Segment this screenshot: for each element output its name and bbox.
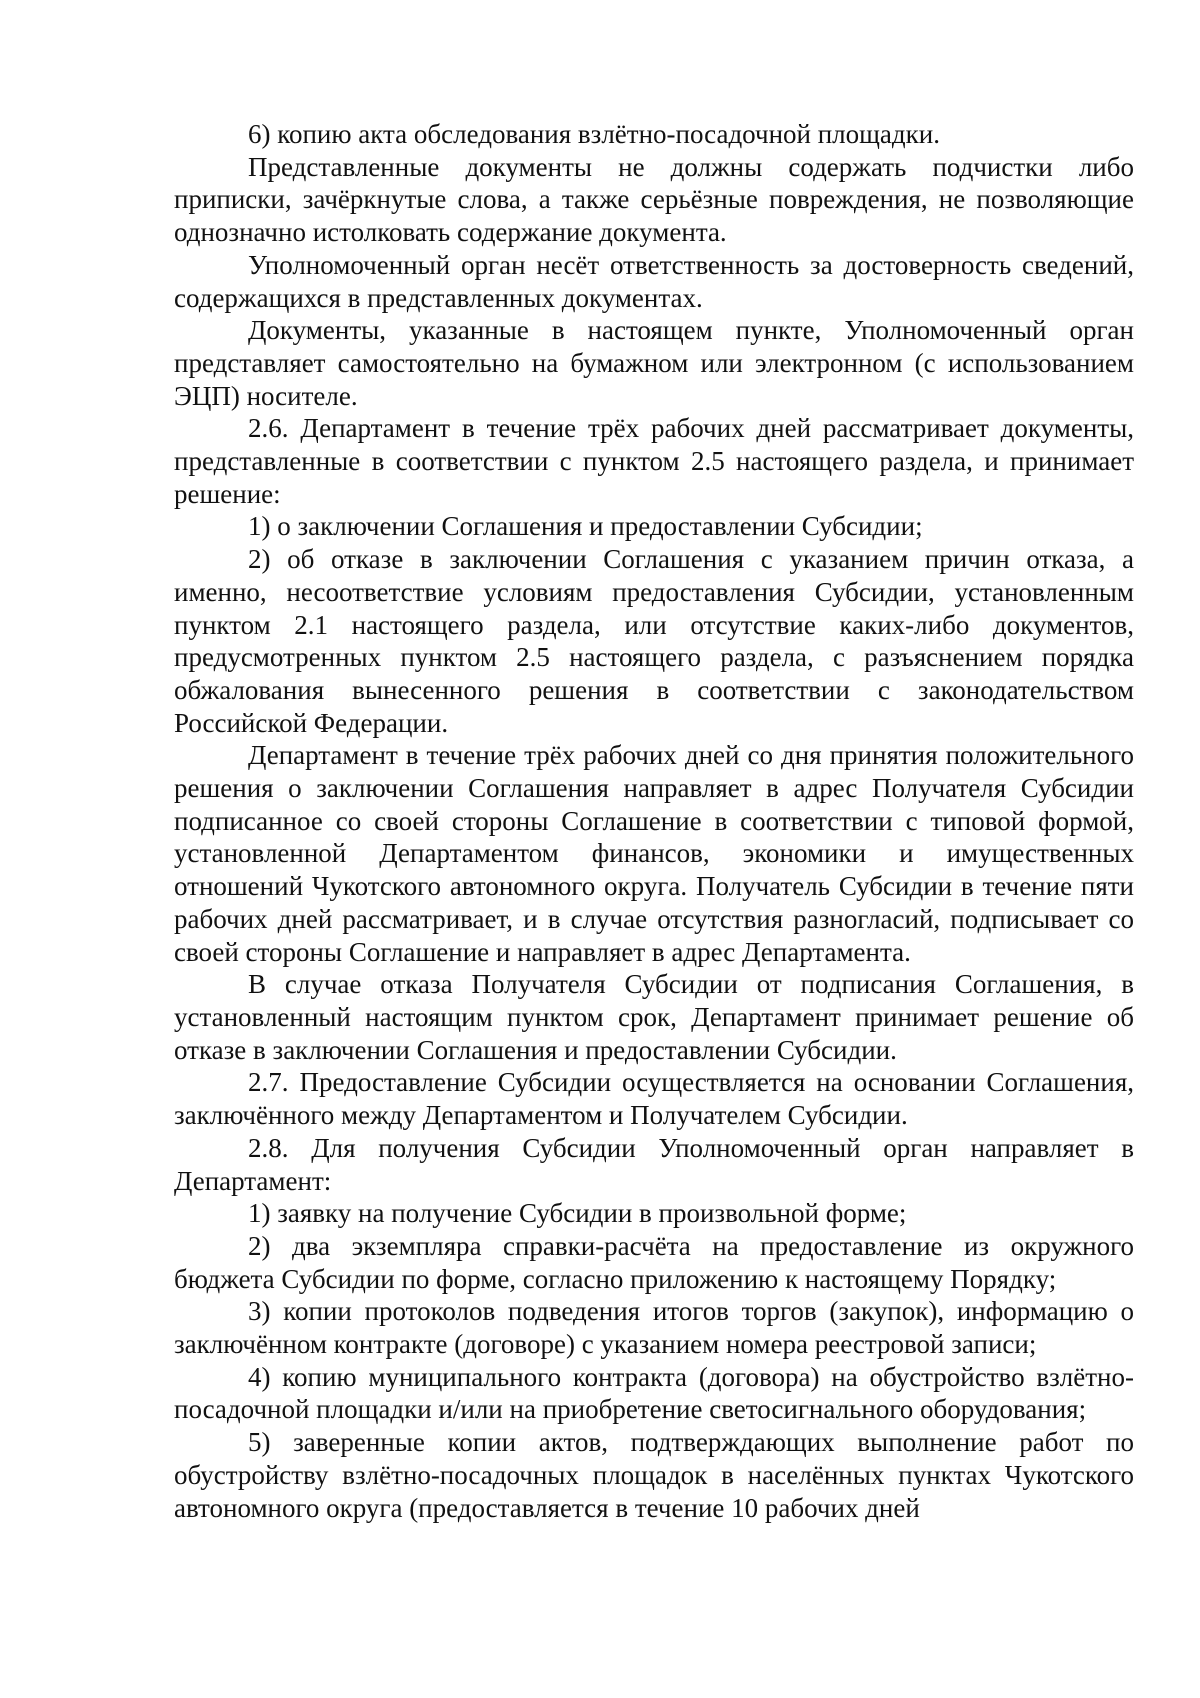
paragraph-list-item-5: 5) заверенные копии актов, подтверждающих выполнение работ по обустройству взлётно-посадочных площадок в населённых пунктах Чукотского автономного округа (предоставляется в течение 10 рабочих дней — [174, 1427, 1134, 1523]
paragraph-clause-2-7: 2.7. Предоставление Субсидии осуществляется на основании Соглашения, заключённого между Департаментом и Получателем Субсидии. — [174, 1067, 1134, 1131]
paragraph-item-6-copy-act: 6) копию акта обследования взлётно-посадочной площадки. — [248, 119, 940, 149]
paragraph-refusal-case: В случае отказа Получателя Субсидии от подписания Соглашения, в установленный настоящим пунктом срок, Департамент принимает решение об отказе в заключении Соглашения и предоставлении Субсидии. — [174, 969, 1134, 1065]
paragraph-documents-requirements: Представленные документы не должны содержать подчистки либо приписки, зачёркнутые слова, а также серьёзные повреждения, не позволяющие однозначно истолковать содержание документа. — [174, 151, 1134, 248]
paragraph-documents-submission: Документы, указанные в настоящем пункте, Уполномоченный орган представляет самостоятельно на бумажном или электронном (с использованием ЭЦП) носителе. — [174, 315, 1134, 411]
paragraph-authority-responsibility: Уполномоченный орган несёт ответственность за достоверность сведений, содержащихся в представленных документах. — [174, 249, 1134, 313]
paragraph-agreement-signing: Департамент в течение трёх рабочих дней со дня принятия положительного решения о заключении Соглашения направляет в адрес Получателя Субсидии подписанное со своей стороны Соглашение в соответствии с типовой формой, установленной Департаментом финансов, экономики и имущественных отношений Чукотского автономного округа. Получатель Субсидии в течение пяти рабочих дней рассматривает, и в случае отсутствия разногласий, подписывает со своей стороны Соглашение и направляет в адрес Департамента. — [174, 740, 1134, 967]
paragraph-clause-2-6: 2.6. Департамент в течение трёх рабочих дней рассматривает документы, представленные в соответствии с пунктом 2.5 настоящего раздела, и принимает решение: — [174, 413, 1134, 509]
document-body — [174, 118, 1134, 1524]
paragraph-list-item-3: 3) копии протоколов подведения итогов торгов (закупок), информацию о заключённом контракте (договоре) с указанием номера реестровой записи; — [174, 1296, 1134, 1360]
paragraph-decision-2: 2) об отказе в заключении Соглашения с указанием причин отказа, а именно, несоответствие условиям предоставления Субсидии, установленным пунктом 2.1 настоящего раздела, или отсутствие каких-либо документов, предусмотренных пунктом 2.5 настоящего раздела, с разъяснением порядка обжалования вынесенного решения в соответствии с законодательством Российской Федерации. — [174, 544, 1134, 738]
paragraph-list-item-2: 2) два экземпляра справки-расчёта на предоставление из окружного бюджета Субсидии по форме, согласно приложению к настоящему Порядку; — [174, 1230, 1134, 1294]
paragraph-list-item-1: 1) заявку на получение Субсидии в произвольной форме; — [248, 1198, 907, 1229]
paragraph-clause-2-8: 2.8. Для получения Субсидии Уполномоченный орган направляет в Департамент: — [174, 1132, 1134, 1196]
paragraph-list-item-4: 4) копию муниципального контракта (договора) на обустройство взлётно-посадочной площадки и/или на приобретение светосигнального оборудования; — [174, 1361, 1134, 1425]
paragraph-decision-1: 1) о заключении Соглашения и предоставлении Субсидии; — [248, 511, 923, 542]
